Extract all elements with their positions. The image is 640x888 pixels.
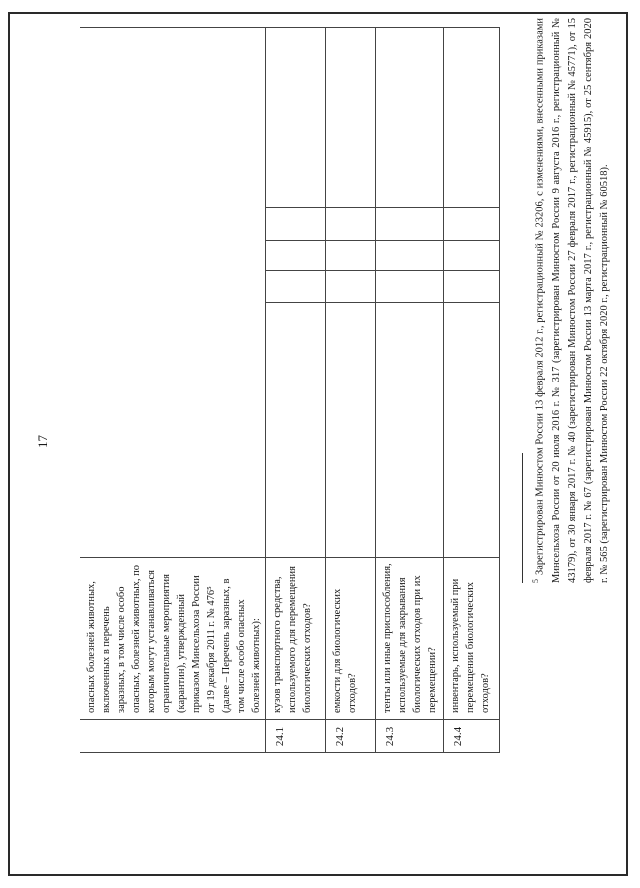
- table-row: [375, 28, 443, 753]
- row-number: 24.4: [452, 726, 464, 747]
- row-text: тенты или иные приспособления, используемые для закрывания биологических отходов при их перемещении?: [382, 563, 438, 713]
- footnote-rule: [522, 453, 523, 583]
- footnote: [528, 18, 613, 583]
- table-row: [265, 28, 325, 753]
- row-number: 24.2: [334, 726, 346, 747]
- table-row: [80, 28, 265, 753]
- footnote-mark: 5: [531, 579, 540, 583]
- table-row: [325, 28, 375, 753]
- checklist-table: [80, 28, 500, 753]
- table-row: [443, 28, 500, 753]
- row-text: опасных болезней животных, включенных в перечень заразных, в том числе особо опасных, болезней животных, по которым могут устанавливаться ограничительные мероприятия (карантин), утвержденный приказом Минсельхоза России от 19 декабря 2011 г. № 476⁵ (далее – Перечень заразных, в том числе особо опасных болезней животных):: [86, 564, 262, 713]
- row-text: емкости для биологических отходов?: [332, 588, 358, 713]
- row-text: кузов транспортного средства, используемого для перемещения биологических отходов?: [272, 566, 313, 713]
- row-number: 24.1: [274, 726, 286, 747]
- row-text: инвентарь, используемый при перемещении биологических отходов?: [450, 578, 491, 713]
- footnote-text: Зарегистрирован Минюстом России 13 февраля 2012 г., регистрационный № 23206, с изменениями, внесенными приказами Минсельхоза России от 20 июля 2016 г. № 317 (зарегистрирован Минюстом России 9 августа 2016 г., регистрационный № 43179), от 30 января 2017 г. № 40 (зарегистрирован Минюстом России 27 февраля 2017 г., регистрационный № 45771), от 15 февраля 2017 г. № 67 (зарегистрирован Минюстом России 13 марта 2017 г., регистрационный № 45915), от 25 сентября 2020 г. № 565 (зарегистрирован Минюстом России 22 октября 2020 г., регистрационный № 60518).: [534, 18, 610, 583]
- page-number: 17: [35, 435, 50, 448]
- row-number: 24.3: [384, 726, 396, 747]
